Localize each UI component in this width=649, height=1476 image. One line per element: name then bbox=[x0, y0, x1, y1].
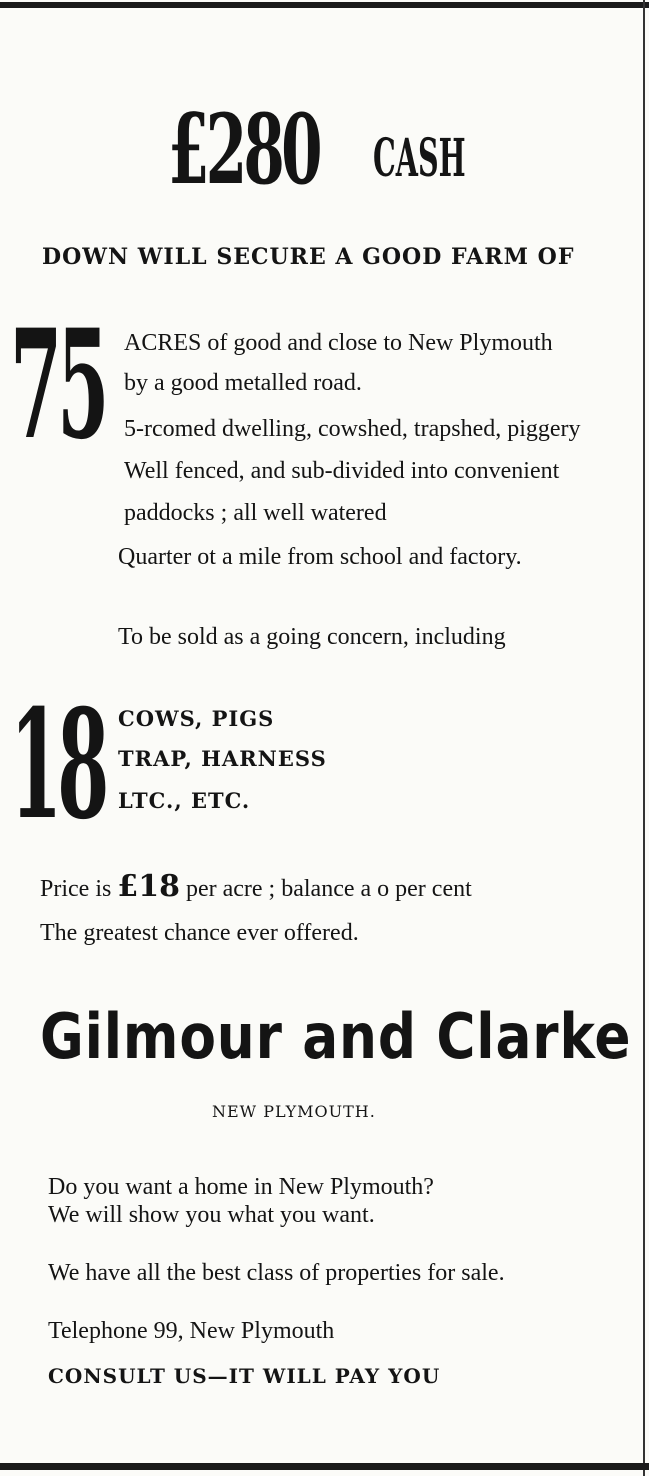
sale-line: To be sold as a going concern, including bbox=[118, 624, 506, 650]
slogan: CONSULT US—IT WILL PAY YOU bbox=[48, 1364, 441, 1388]
chance-line: The greatest chance ever offered. bbox=[40, 920, 359, 946]
headline bbox=[168, 93, 466, 206]
price-line bbox=[40, 869, 472, 904]
bottom-border-rule bbox=[0, 1463, 649, 1470]
headline-amount: £280 bbox=[168, 93, 319, 206]
top-border-rule bbox=[0, 2, 649, 8]
closing-line: We will show you what you want. bbox=[48, 1202, 375, 1228]
stock-line: COWS, PIGS bbox=[118, 706, 275, 731]
stock-line: LTC., ETC. bbox=[118, 788, 251, 813]
acres-number: 75 bbox=[10, 297, 105, 473]
farm-line: ACRES of good and close to New Plymouth bbox=[124, 330, 553, 356]
price-amount: £18 bbox=[117, 869, 180, 904]
closing-line: We have all the best class of properties for sale. bbox=[48, 1260, 505, 1286]
price-suffix: per acre ; balance a o per cent bbox=[179, 876, 472, 902]
farm-line: Quarter ot a mile from school and factory. bbox=[118, 544, 522, 570]
farm-line: 5-rcomed dwelling, cowshed, trapshed, piggery bbox=[124, 416, 581, 442]
stock-number: 18 bbox=[10, 677, 105, 853]
firm-name: Gilmour and Clarke bbox=[40, 1000, 632, 1073]
farm-line: by a good metalled road. bbox=[124, 370, 362, 396]
closing-line: Do you want a home in New Plymouth? bbox=[48, 1174, 434, 1200]
farm-line: Well fenced, and sub-divided into convenient bbox=[124, 458, 560, 484]
telephone-line: Telephone 99, New Plymouth bbox=[48, 1318, 335, 1344]
subheadline: DOWN WILL SECURE A GOOD FARM OF bbox=[42, 244, 575, 270]
stock-line: TRAP, HARNESS bbox=[118, 746, 327, 771]
headline-word: CASH bbox=[373, 128, 466, 189]
firm-location: NEW PLYMOUTH. bbox=[212, 1102, 376, 1121]
price-prefix: Price is bbox=[40, 876, 118, 902]
farm-line: paddocks ; all well watered bbox=[124, 500, 387, 526]
right-border-rule bbox=[643, 0, 645, 1476]
